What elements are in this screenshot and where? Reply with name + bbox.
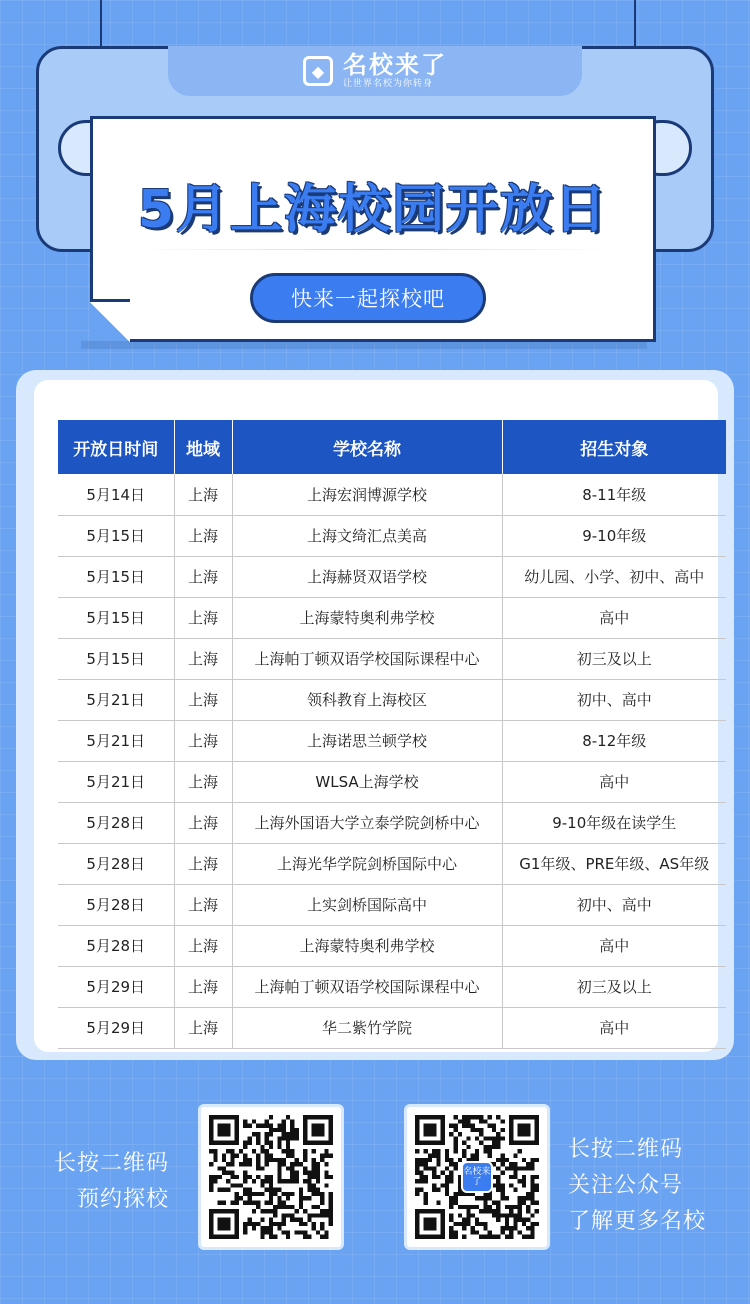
header-date: 开放日时间 [58, 420, 174, 474]
cell-date: 5月29日 [58, 966, 174, 1007]
cell-target: 初三及以上 [502, 966, 726, 1007]
qr-brand-badge: 名校来了 [461, 1161, 493, 1193]
cell-region: 上海 [174, 884, 232, 925]
cell-region: 上海 [174, 802, 232, 843]
cell-school: 上海蒙特奥利弗学校 [232, 597, 502, 638]
cell-region: 上海 [174, 966, 232, 1007]
table-row [58, 925, 726, 966]
brand-slogan: 让世界名校为你转身 [343, 79, 434, 89]
table-row [58, 679, 726, 720]
table-row [58, 802, 726, 843]
cell-target: 初中、高中 [502, 679, 726, 720]
cell-region: 上海 [174, 638, 232, 679]
cell-region: 上海 [174, 925, 232, 966]
qr-code-booking[interactable] [198, 1104, 344, 1250]
cell-target: 9-10年级 [502, 515, 726, 556]
table-row [58, 597, 726, 638]
cell-date: 5月21日 [58, 761, 174, 802]
cell-target: 9-10年级在读学生 [502, 802, 726, 843]
cell-date: 5月15日 [58, 638, 174, 679]
table-row [58, 843, 726, 884]
qr-caption-right [568, 1132, 706, 1240]
cell-date: 5月14日 [58, 474, 174, 515]
schedule-panel-inner [34, 380, 718, 1052]
cell-date: 5月15日 [58, 515, 174, 556]
brand-tab [168, 46, 582, 96]
cell-target: 高中 [502, 1007, 726, 1048]
cell-target: 初中、高中 [502, 884, 726, 925]
qr-caption-right-line3: 了解更多名校 [568, 1209, 707, 1234]
cell-school: 上海诺思兰顿学校 [232, 720, 502, 761]
qr-caption-right-line2: 关注公众号 [568, 1173, 684, 1198]
cell-target: 初三及以上 [502, 638, 726, 679]
cell-school: 上海外国语大学立泰学院剑桥中心 [232, 802, 502, 843]
cell-target: 高中 [502, 925, 726, 966]
table-row [58, 1007, 726, 1048]
cell-region: 上海 [174, 843, 232, 884]
table-row [58, 761, 726, 802]
table-row [58, 884, 726, 925]
schedule-panel [16, 370, 734, 1060]
brand-logo [343, 52, 447, 90]
table-row [58, 515, 726, 556]
cell-school: 上实剑桥国际高中 [232, 884, 502, 925]
cell-region: 上海 [174, 1007, 232, 1048]
cell-date: 5月15日 [58, 556, 174, 597]
cell-date: 5月29日 [58, 1007, 174, 1048]
cell-target: G1年级、PRE年级、AS年级 [502, 843, 726, 884]
qr-code-booking-pattern [209, 1115, 333, 1239]
cell-region: 上海 [174, 679, 232, 720]
brand-cube-icon: ◆ [303, 56, 333, 86]
page-title: 5月上海校园开放日 [137, 180, 609, 240]
table-row [58, 720, 726, 761]
table-body [58, 474, 726, 1048]
qr-code-official-account[interactable] [404, 1104, 550, 1250]
qr-caption-left-line1: 长按二维码 [54, 1151, 170, 1176]
cell-region: 上海 [174, 761, 232, 802]
cell-region: 上海 [174, 515, 232, 556]
cell-school: 上海帕丁顿双语学校国际课程中心 [232, 966, 502, 1007]
qr-caption-left-line2: 预约探校 [77, 1187, 170, 1212]
cell-region: 上海 [174, 474, 232, 515]
cell-school: 上海帕丁顿双语学校国际课程中心 [232, 638, 502, 679]
table-row [58, 474, 726, 515]
cell-target: 高中 [502, 761, 726, 802]
cell-school: 领科教育上海校区 [232, 679, 502, 720]
qr-caption-right-line1: 长按二维码 [568, 1137, 684, 1162]
title-divider [133, 249, 613, 250]
subtitle-pill: 快来一起探校吧 [250, 273, 486, 323]
cell-date: 5月21日 [58, 720, 174, 761]
cell-region: 上海 [174, 597, 232, 638]
cell-target: 8-12年级 [502, 720, 726, 761]
cell-date: 5月28日 [58, 843, 174, 884]
cell-region: 上海 [174, 720, 232, 761]
table-row [58, 638, 726, 679]
cell-school: 上海光华学院剑桥国际中心 [232, 843, 502, 884]
table-row [58, 966, 726, 1007]
cell-school: 上海蒙特奥利弗学校 [232, 925, 502, 966]
qr-caption-left [54, 1146, 169, 1218]
table-header-row [58, 420, 726, 474]
header-region: 地域 [174, 420, 232, 474]
cell-target: 高中 [502, 597, 726, 638]
cell-school: 上海赫贤双语学校 [232, 556, 502, 597]
cell-date: 5月28日 [58, 884, 174, 925]
cell-date: 5月28日 [58, 802, 174, 843]
header-target: 招生对象 [502, 420, 726, 474]
cell-date: 5月15日 [58, 597, 174, 638]
cell-school: WLSA上海学校 [232, 761, 502, 802]
header-school: 学校名称 [232, 420, 502, 474]
cell-school: 华二紫竹学院 [232, 1007, 502, 1048]
cell-date: 5月21日 [58, 679, 174, 720]
cell-region: 上海 [174, 556, 232, 597]
cell-target: 8-11年级 [502, 474, 726, 515]
cell-target: 幼儿园、小学、初中、高中 [502, 556, 726, 597]
brand-name: 名校来了 [343, 51, 447, 79]
cell-school: 上海宏润博源学校 [232, 474, 502, 515]
qr-code-official-account-pattern [415, 1115, 539, 1239]
title-card [90, 116, 656, 342]
cell-school: 上海文绮汇点美高 [232, 515, 502, 556]
cell-date: 5月28日 [58, 925, 174, 966]
open-day-table [58, 420, 726, 1049]
table-row [58, 556, 726, 597]
